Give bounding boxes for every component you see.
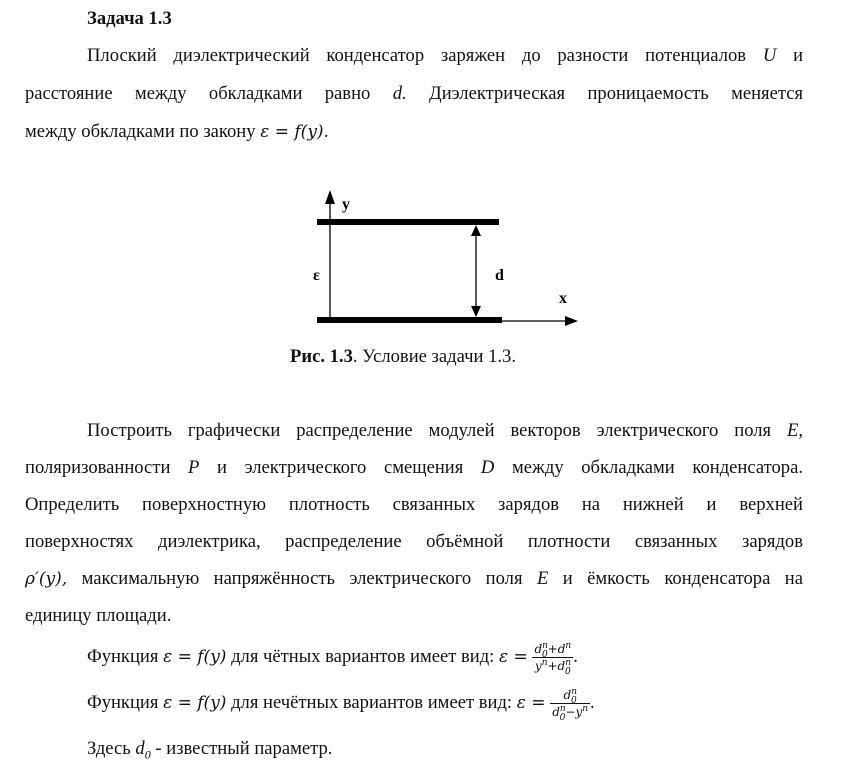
numerator: $d^n_0+d^n$ <box>534 641 572 660</box>
formula-rho: ρ′(y), <box>25 569 68 589</box>
var-d: d. <box>392 83 407 104</box>
text: Построить графически распределение модулей векторов электрического поля <box>87 420 772 441</box>
paragraph-2-line-1 <box>87 419 803 443</box>
paragraph-2-line-3: Определить поверхностную плотность связанных зарядов на нижней и верхней <box>25 494 803 515</box>
numerator: $d^n_0$ <box>550 688 590 704</box>
text: между обкладками по закону <box>25 121 256 142</box>
paragraph-2-line-4: поверхностях диэлектрика, распределение объёмной плотности связанных зарядов <box>25 531 803 552</box>
text: и ёмкость конденсатора на <box>562 568 803 589</box>
distance-label: d <box>495 267 504 284</box>
var-d-displacement: D <box>480 457 495 478</box>
text: и <box>793 45 804 66</box>
paragraph-2-line-2 <box>25 456 803 480</box>
paragraph-2-line-6: единицу площади. <box>25 605 172 626</box>
text: поляризованности <box>25 457 171 478</box>
var-u: U <box>762 45 777 66</box>
x-axis-arrow-icon <box>565 316 578 326</box>
denominator: $y^n+d^n_0$ <box>534 658 572 677</box>
y-axis-arrow-icon <box>325 190 335 204</box>
text: максимальную напряжённость электрического поля <box>81 568 523 589</box>
text: для нечётных вариантов имеет вид: <box>231 692 513 713</box>
text: расстояние между обкладками равно <box>25 83 371 104</box>
figure-caption <box>290 345 516 369</box>
text: и электрического смещения <box>217 457 464 478</box>
text: Функция <box>87 692 159 713</box>
text: Плоский диэлектрический конденсатор заряжен до разности потенциалов <box>87 45 747 66</box>
text: между обкладками конденсатора. <box>512 457 804 478</box>
y-axis-label: y <box>342 196 350 213</box>
even-variants-formula: Функция ε = f(y) для чётных вариантов имеет вид: ε = $\frac{d^n_0+d^n}{y^n+d^n_0}$ . <box>87 641 578 677</box>
var-e: E <box>536 568 549 589</box>
task-title: Задача 1.3 <box>87 8 172 29</box>
text: - известный параметр. <box>155 738 333 759</box>
caption-text: . Условие задачи 1.3. <box>352 346 516 367</box>
caption-label: Рис. 1.3 <box>290 346 353 367</box>
parameter-note <box>87 737 853 761</box>
formula-epsilon: ε = f(y) <box>163 693 227 713</box>
formula-epsilon: ε = f(y). <box>260 122 329 142</box>
text: Здесь <box>87 738 131 759</box>
odd-fraction <box>550 687 590 723</box>
distance-arrow-down-icon <box>471 306 481 317</box>
text: Диэлектрическая проницаемость меняется <box>429 83 804 104</box>
formula-epsilon: ε = f(y) <box>163 647 227 667</box>
var-p: P <box>188 457 200 478</box>
paragraph-2-line-5 <box>25 567 803 591</box>
denominator: $d^n_0-y^n$ <box>552 704 589 723</box>
epsilon-label: ε <box>313 267 320 284</box>
var-e: E, <box>786 420 803 441</box>
formula-epsilon-eq: ε = <box>499 647 528 667</box>
bottom-plate <box>317 317 502 323</box>
text: Функция <box>87 646 159 667</box>
text: для чётных вариантов имеет вид: <box>231 646 495 667</box>
distance-arrow-up-icon <box>471 225 481 236</box>
var-d0: $d_0$ <box>135 738 151 762</box>
odd-variants-formula: Функция ε = f(y) для нечётных вариантов имеет вид: ε = $\frac{d^n_0}{d^n_0-y^n}$ . <box>87 687 595 723</box>
even-fraction <box>532 641 573 677</box>
formula-epsilon-eq: ε = <box>516 693 546 713</box>
x-axis-label: x <box>559 290 567 307</box>
top-plate <box>317 219 499 225</box>
